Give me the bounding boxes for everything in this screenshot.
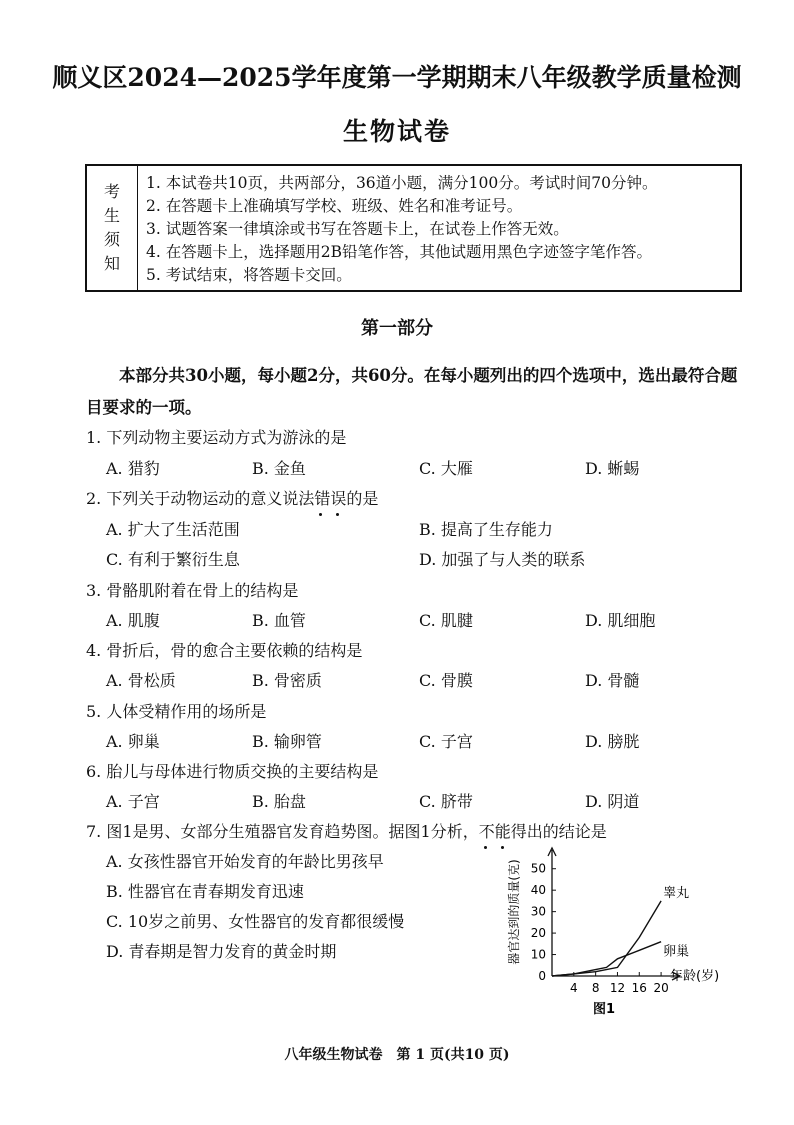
question-7-stem-emphasis [479,822,511,841]
emphasis-dot [336,513,339,516]
question-5-option-a: A. 卵巢 [106,732,160,751]
question-2-option-b: B. 提高了生存能力 [419,520,553,539]
notice-label-char: 知 [103,254,120,273]
question-2-stem-pre: 2. 下列关于动物运动的意义说法 [86,489,315,508]
part-intro: 本部分共30小题，每小题2分，共60分。在每小题列出的四个选项中，选出最符合题目要求的一项。 [86,366,738,417]
question-6-option-b: B. 胎盘 [252,792,306,811]
question-3-option-c: C. 肌腱 [419,611,473,630]
exam-subtitle: 生物试卷 [342,117,451,146]
question-1-stem: 1. 下列动物主要运动方式为游泳的是 [86,428,347,447]
emphasis-dot [484,846,487,849]
chart-caption: 图1 [592,1002,616,1017]
question-1-option-b: B. 金鱼 [252,459,306,478]
figure-1-chart [500,840,740,1020]
exam-notice-box [85,164,742,292]
question-5-stem: 5. 人体受精作用的场所是 [86,702,267,721]
notice-item: 2. 在答题卡上准确填写学校、班级、姓名和准考证号。 [146,197,523,215]
exam-title: 顺义区2024—2025学年度第一学期期末八年级教学质量检测 [52,63,742,92]
question-2-option-d: D. 加强了与人类的联系 [419,550,586,569]
question-2-option-c: C. 有利于繁衍生息 [106,550,240,569]
question-7-option-b: B. 性器官在青春期发育迅速 [106,882,304,901]
chart-y-tick-label: 0 [538,969,546,983]
question-6-option-c: C. 脐带 [419,792,473,811]
chart-x-tick-label: 8 [591,981,600,995]
notice-item: 1. 本试卷共10页，共两部分，36道小题，满分100分。考试时间70分钟。 [146,174,658,192]
chart-x-tick-label: 16 [631,981,647,995]
question-7-option-a: A. 女孩性器官开始发育的年龄比男孩早 [106,852,384,871]
question-2-option-a: A. 扩大了生活范围 [106,520,240,539]
question-3-stem: 3. 骨骼肌附着在骨上的结构是 [86,581,299,600]
chart-x-tick-label: 20 [653,981,669,995]
notice-label-char: 生 [103,206,120,225]
question-7-stem-pre: 7. 图1是男、女部分生殖器官发育趋势图。据图1分析， [86,822,479,841]
question-1-option-a: A. 猎豹 [106,459,160,478]
question-4-stem: 4. 骨折后，骨的愈合主要依赖的结构是 [86,641,363,660]
question-2-stem-emphasis [314,489,346,508]
question-7-emphasis-text: 不能 [478,822,511,841]
emphasis-dot [319,513,322,516]
page-footer: 八年级生物试卷 第 1 页(共10 页) [284,1047,510,1063]
chart-series-line-2 [552,942,661,976]
chart-series-label-1: 睾丸 [663,885,690,901]
question-7-option-c: C. 10岁之前男、女性器官的发育都很缓慢 [106,912,405,931]
notice-label [87,166,138,290]
question-1-option-d: D. 蜥蜴 [585,459,640,478]
chart-y-tick-label: 20 [530,926,546,941]
notice-label-char: 须 [103,230,120,249]
chart-y-tick-label: 40 [530,883,546,898]
notice-item: 4. 在答题卡上，选择题用2B铅笔作答，其他试题用黑色字迹签字笔作答。 [146,243,652,261]
question-4-option-b: B. 骨密质 [252,671,322,690]
chart-y-tick-label: 50 [530,861,546,876]
notice-items [138,166,657,290]
question-6-stem: 6. 胎儿与母体进行物质交换的主要结构是 [86,762,379,781]
question-7-stem [86,819,607,842]
question-3-option-d: D. 肌细胞 [585,611,656,630]
question-4-option-d: D. 骨髓 [585,671,640,690]
question-4-option-c: C. 骨膜 [419,671,473,690]
question-7-stem-post: 得出的结论是 [510,822,607,841]
question-2-stem-post: 的是 [346,489,379,508]
chart-axes [548,848,680,980]
chart-x-tick-label: 12 [609,981,626,995]
notice-item: 3. 试题答案一律填涂或书写在答题卡上，在试卷上作答无效。 [146,220,569,238]
question-7-option-d: D. 青春期是智力发育的黄金时期 [106,942,337,961]
chart-series-label-2: 卵巢 [663,944,690,960]
notice-item: 5. 考试结束，将答题卡交回。 [146,266,352,284]
question-4-option-a: A. 骨松质 [106,671,176,690]
question-5-option-d: D. 膀胱 [585,732,640,751]
question-1-option-c: C. 大雁 [419,459,473,478]
figure-1-svg [500,840,740,1020]
question-2-emphasis-text: 错误 [314,489,347,508]
question-3-option-b: B. 血管 [252,611,306,630]
question-6-option-d: D. 阴道 [585,792,640,811]
part-title: 第一部分 [361,318,433,339]
question-5-option-c: C. 子宫 [419,732,473,751]
chart-y-tick-label: 30 [530,904,546,919]
question-2-stem [86,486,378,509]
question-5-option-b: B. 输卵管 [252,732,322,751]
chart-series [552,885,689,976]
chart-x-axis-label: 年龄(岁) [670,969,720,984]
chart-y-axis-label: 器官达到的质量(克) [507,859,521,965]
question-6-option-a: A. 子宫 [106,792,160,811]
question-3-option-a: A. 肌腹 [106,611,160,630]
chart-y-tick-label: 10 [530,947,546,962]
chart-x-tick-label: 4 [569,981,578,995]
chart-series-line-1 [552,901,661,976]
notice-label-char: 考 [103,182,120,201]
